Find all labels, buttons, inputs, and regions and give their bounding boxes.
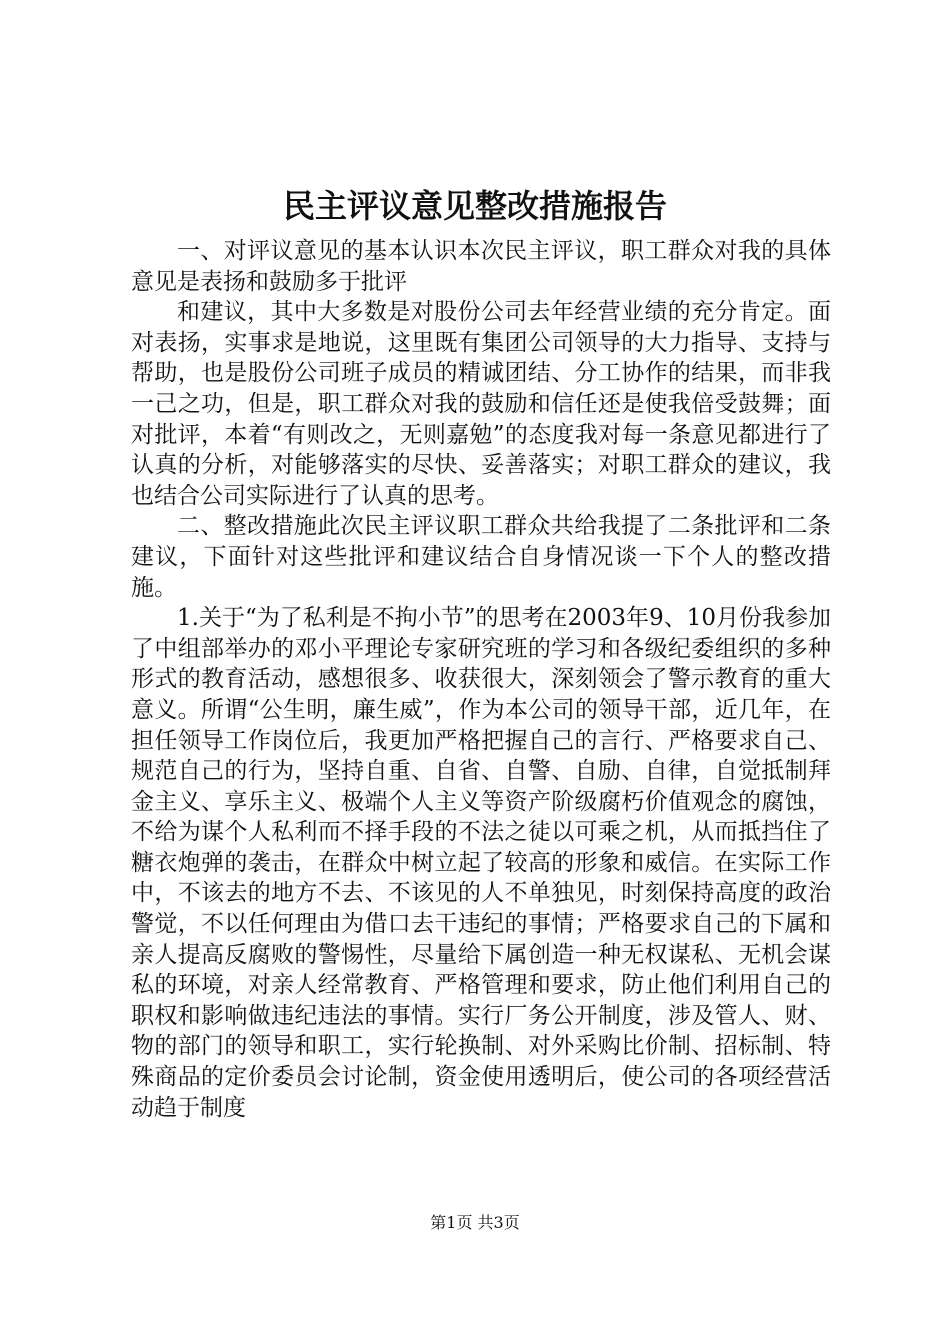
paragraph-rectification-measures: 二、整改措施此次民主评议职工群众共给我提了二条批评和二条建议，下面针对这些批评和建议结合自身情况谈一下个人的整改措施。 [131,513,831,601]
page-footer: 第1页 共3页 [430,1213,520,1232]
document-body [131,236,831,1123]
document-title: 民主评议意见整改措施报告 [282,187,667,225]
paragraph-private-interest: 1.关于“为了私利是不拘小节”的思考在2003年9、10月份我参加了中组部举办的邓小平理论专家研究班的学习和各级纪委组织的多种形式的教育活动，感想很多、收获很大，深刻领会了警示教育的重大意义。所谓“公生明，廉生威”，作为本公司的领导干部，近几年，在担任领导工作岗位后，我更加严格把握自己的言行、严格要求自己、规范自己的行为，坚持自重、自省、自警、自励、自律，自觉抵制拜金主义、享乐主义、极端个人主义等资产阶级腐朽价值观念的腐蚀，不给为谋个人私利而不择手段的不法之徒以可乘之机，从而抵挡住了糖衣炮弹的袭击，在群众中树立起了较高的形象和威信。在实际工作中，不该去的地方不去、不该见的人不单独见，时刻保持高度的政治警觉，不以任何理由为借口去干违纪的事情；严格要求自己的下属和亲人提高反腐败的警惕性，尽量给下属创造一种无权谋私、无机会谋私的环境，对亲人经常教育、严格管理和要求，防止他们利用自己的职权和影响做违纪违法的事情。实行厂务公开制度，涉及管人、财、物的部门的领导和职工，实行轮换制、对外采购比价制、招标制、特殊商品的定价委员会讨论制，资金使用透明后，使公司的各项经营活动趋于制度 [131,605,831,1121]
paragraph-basic-understanding: 一、对评议意见的基本认识本次民主评议，职工群众对我的具体意见是表扬和鼓励多于批评 [131,238,831,295]
paragraph-suggestions-response: 和建议，其中大多数是对股份公司去年经营业绩的充分肯定。面对表扬，实事求是地说，这里既有集团公司领导的大力指导、支持与帮助，也是股份公司班子成员的精诚团结、分工协作的结果，而非我一己之功，但是，职工群众对我的鼓励和信任还是使我倍受鼓舞；面对批评，本着“有则改之，无则嘉勉”的态度我对每一条意见都进行了认真的分析，对能够落实的尽快、妥善落实；对职工群众的建议，我也结合公司实际进行了认真的思考。 [131,299,831,509]
